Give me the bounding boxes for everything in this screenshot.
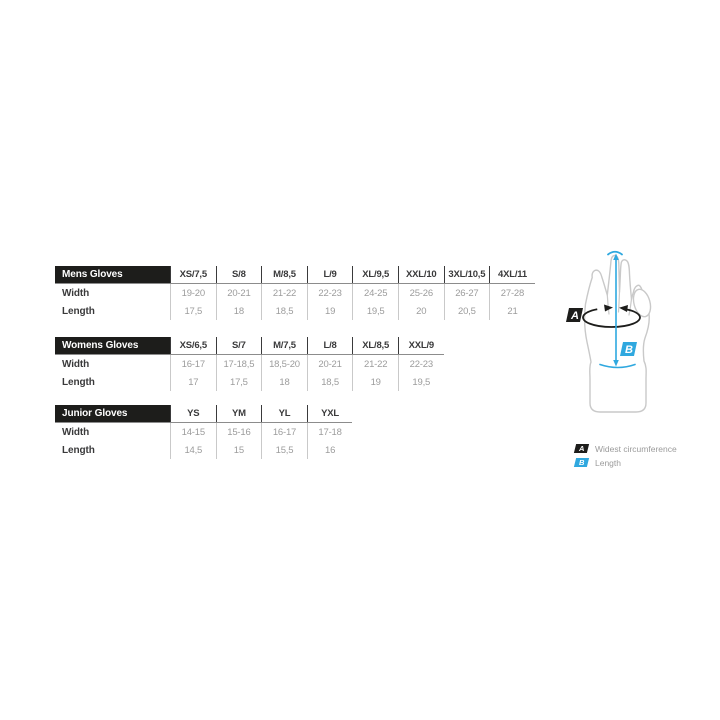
table-cell: 22-23 [398,355,444,373]
measurement-legend [575,442,677,470]
table-cell: 18,5 [307,373,353,391]
size-header: XXL/10 [398,266,444,283]
size-header: S/8 [216,266,262,283]
marker-a-label: A [571,310,579,322]
marker-b-label: B [625,344,633,356]
table-cell: 26-27 [444,284,490,302]
table-cell: 15-16 [216,423,262,441]
table-cell: 21-22 [352,355,398,373]
table-cell: 20,5 [444,302,490,320]
size-header: 3XL/10,5 [444,266,490,283]
table-title: Junior Gloves [55,405,170,422]
size-header: 4XL/11 [489,266,535,283]
table-header-row [55,337,444,355]
legend-b-label: Length [595,457,621,468]
table-cell: 19 [307,302,353,320]
table-cell: 24-25 [352,284,398,302]
table-title: Mens Gloves [55,266,170,283]
table-row [55,284,535,302]
table-title: Womens Gloves [55,337,170,354]
size-header: YS [170,405,216,422]
row-label: Width [62,287,90,299]
table-header-row [55,405,352,423]
table-cell: 27-28 [489,284,535,302]
table-cell: 21-22 [261,284,307,302]
table-cell: 17 [170,373,216,391]
table-cell: 14-15 [170,423,216,441]
row-label: Length [62,376,95,388]
row-label: Width [62,358,90,370]
size-header: S/7 [216,337,262,354]
table-cell: 18,5-20 [261,355,307,373]
size-header: YL [261,405,307,422]
table-row [55,423,352,441]
size-header: L/8 [307,337,353,354]
legend-a-marker: A [578,443,585,453]
legend-a-badge [574,444,589,453]
size-header: L/9 [307,266,353,283]
table-cell: 16 [307,441,353,459]
size-header: YXL [307,405,353,422]
table-row [55,373,444,391]
legend-b-badge [574,458,589,467]
table-row [55,355,444,373]
glove-outline-shape [585,256,650,413]
size-header: XS/6,5 [170,337,216,354]
table-cell: 25-26 [398,284,444,302]
table-cell: 19,5 [398,373,444,391]
table-cell: 16-17 [170,355,216,373]
size-header: YM [216,405,262,422]
table-cell: 19-20 [170,284,216,302]
table-cell: 14,5 [170,441,216,459]
size-header: XXL/9 [398,337,444,354]
size-header: M/7,5 [261,337,307,354]
table-cell: 19 [352,373,398,391]
table-cell: 15 [216,441,262,459]
table-header-row [55,266,535,284]
legend-a-label: Widest circumference [595,443,677,454]
table-cell: 22-23 [307,284,353,302]
table-cell: 20-21 [307,355,353,373]
table-cell: 17-18,5 [216,355,262,373]
table-cell: 16-17 [261,423,307,441]
table-cell: 18 [216,302,262,320]
size-header: XL/9,5 [352,266,398,283]
size-header: M/8,5 [261,266,307,283]
fingertip-arc [608,252,622,255]
row-label: Width [62,426,90,438]
table-cell: 19,5 [352,302,398,320]
table-cell: 20-21 [216,284,262,302]
row-label: Length [62,444,95,456]
legend-b-marker: B [578,457,585,467]
table-cell: 17,5 [170,302,216,320]
junior-gloves-table [55,405,352,459]
table-cell: 17,5 [216,373,262,391]
legend-row-circumference [575,442,677,455]
mens-gloves-table [55,266,535,320]
glove-measurement-diagram [563,246,683,426]
size-header: XS/7,5 [170,266,216,283]
table-cell: 15,5 [261,441,307,459]
womens-gloves-table [55,337,444,391]
table-cell: 18 [261,373,307,391]
table-row [55,302,535,320]
table-cell: 17-18 [307,423,353,441]
size-header: XL/8,5 [352,337,398,354]
table-cell: 18,5 [261,302,307,320]
table-cell: 21 [489,302,535,320]
table-cell: 20 [398,302,444,320]
table-row [55,441,352,459]
legend-row-length [575,456,677,469]
row-label: Length [62,305,95,317]
